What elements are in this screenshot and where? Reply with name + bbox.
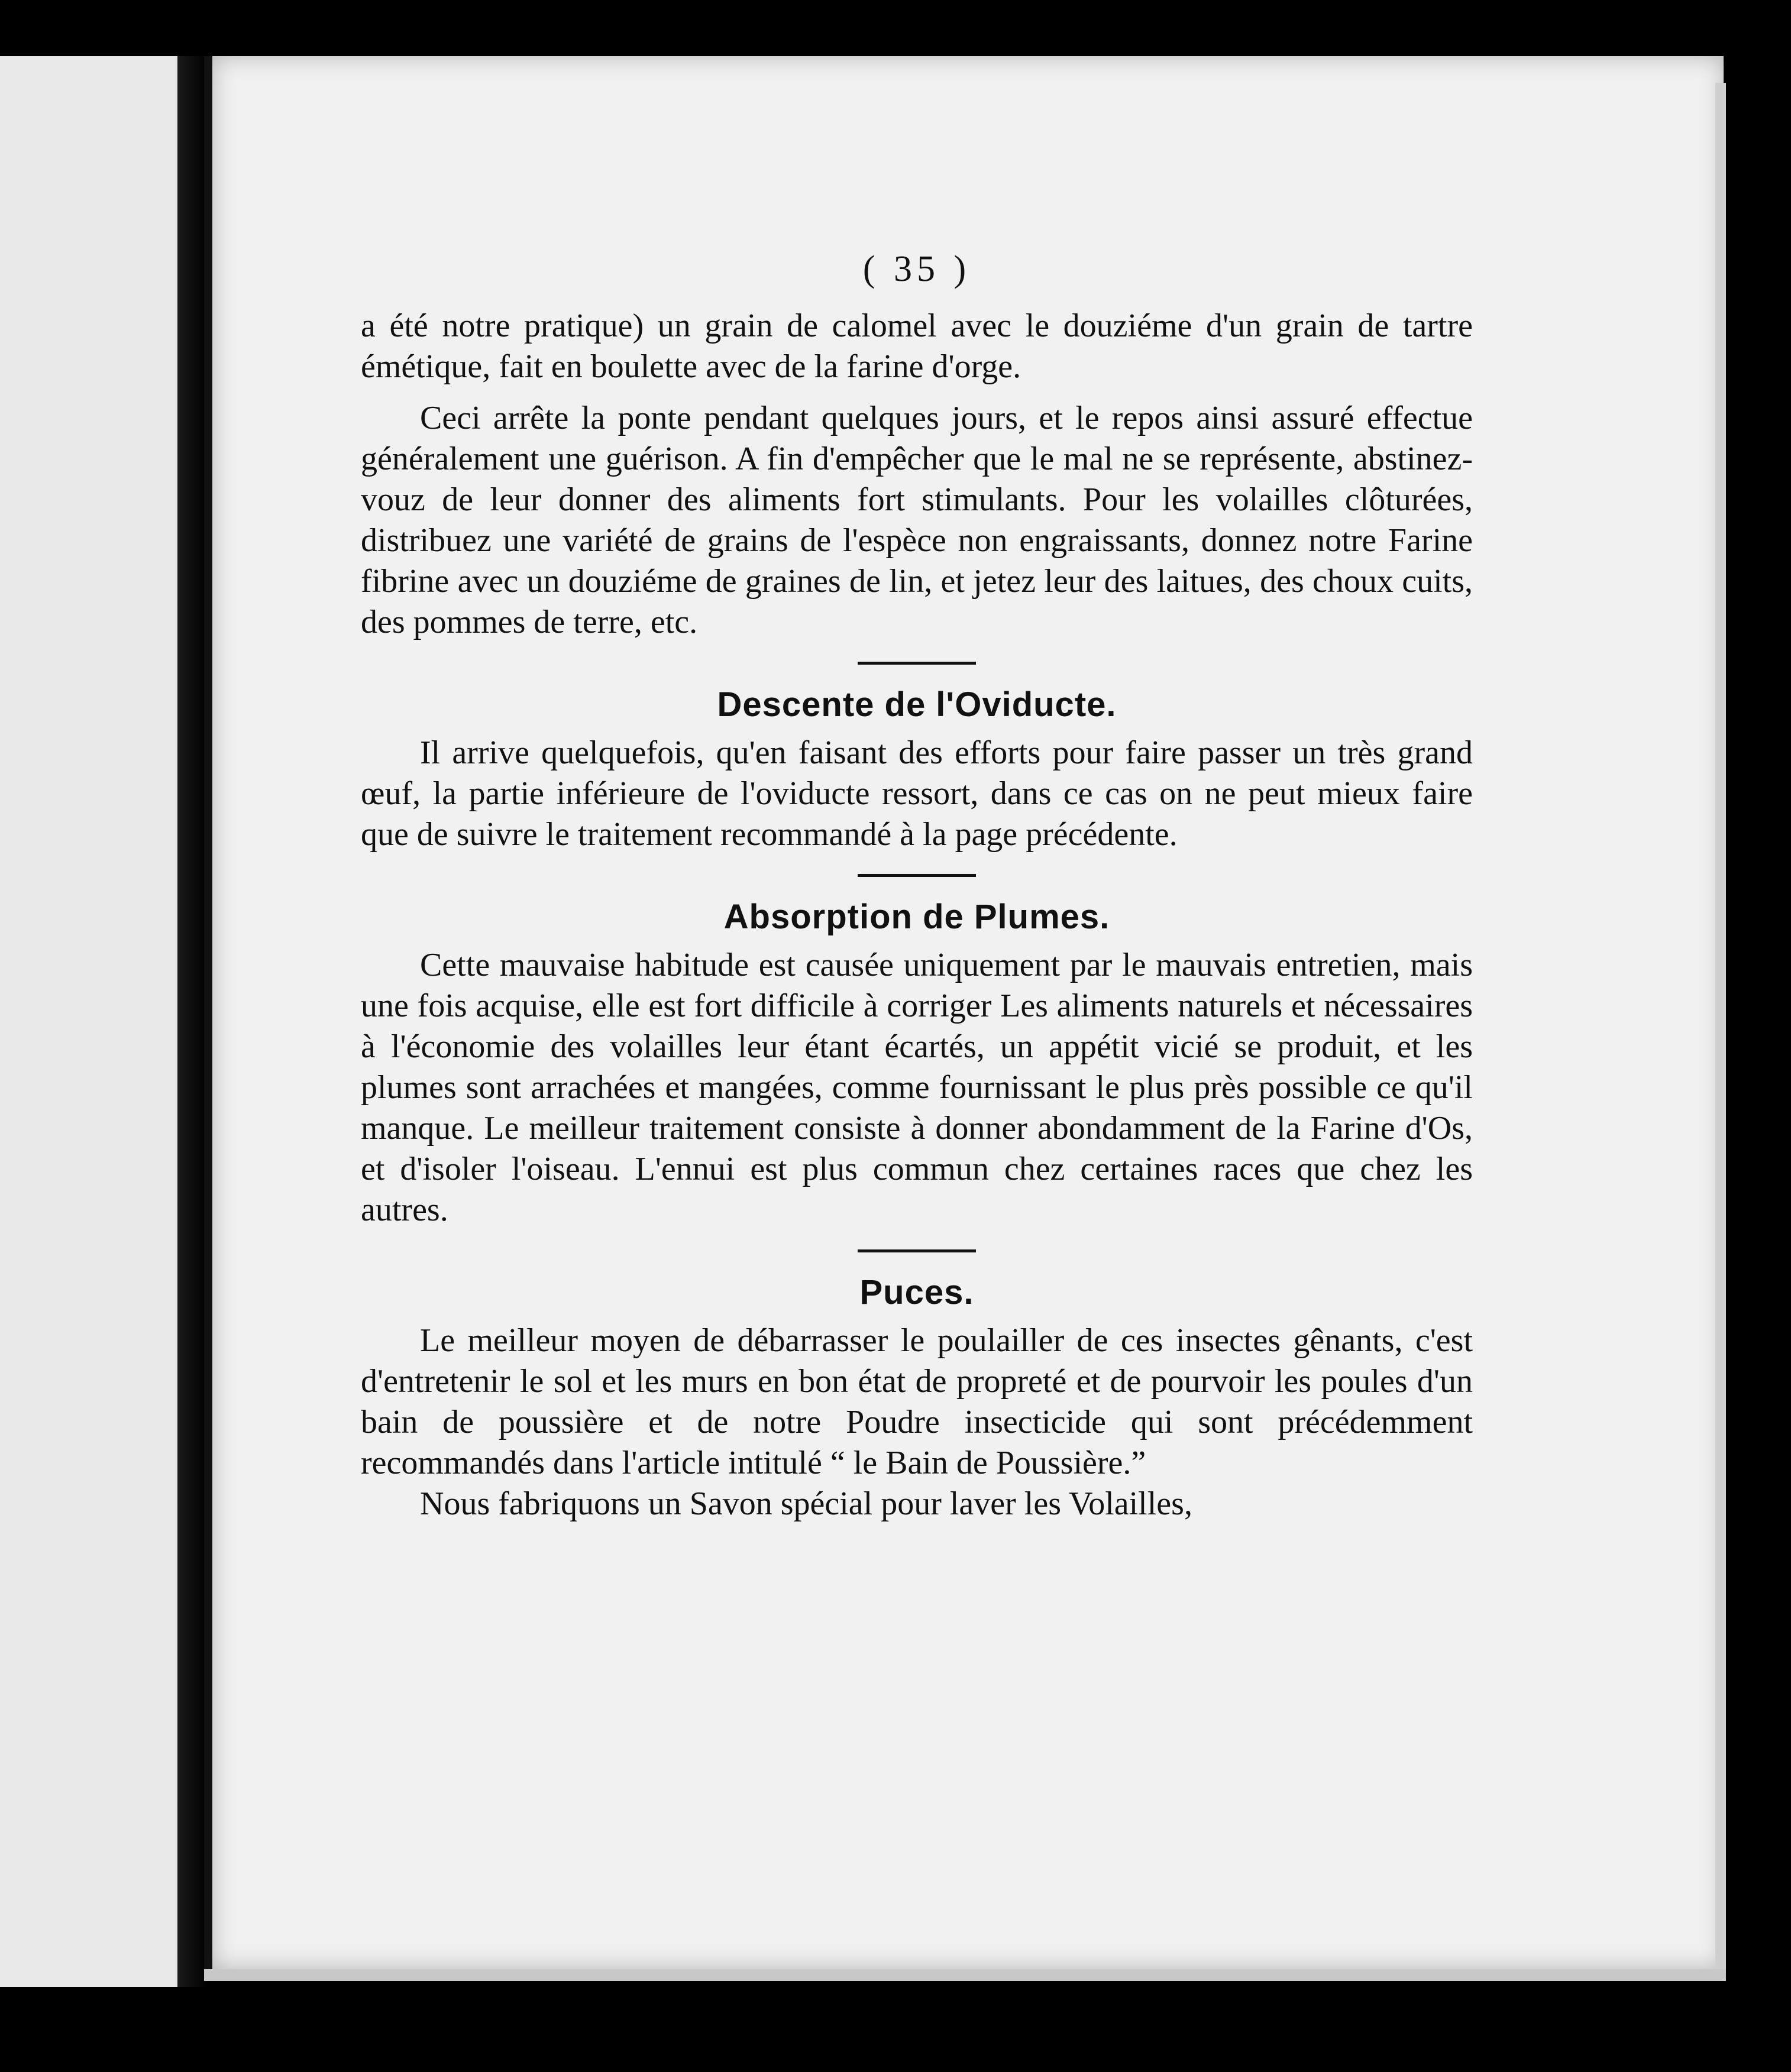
paragraph-puces: Le meilleur moyen de débarrasser le poulailler de ces insectes gênants, c'est d'entretenir le sol et les murs en bon état de propreté et de pourvoir les poules d'un bain de poussière et de notre Poudre insecticide qui sont précédemment recommandés dans l'article intitulé “ le Bain de Poussière.” <box>361 1322 1473 1481</box>
heading-puces: Puces. <box>859 1273 974 1312</box>
page-right-edge <box>1715 83 1726 1969</box>
section-divider <box>858 1249 976 1252</box>
paragraph-continuation: a été notre pratique) un grain de calomel avec le douziéme d'un grain de tartre émétique, fait en boulette avec de la farine d'orge. <box>361 307 1473 385</box>
section-divider <box>858 874 976 877</box>
paragraph-oviducte: Il arrive quelquefois, qu'en faisant des efforts pour faire passer un très grand œuf, la partie inférieure de l'oviducte ressort, dans ce cas on ne peut mieux faire que de suivre le traitement recommandé à la page précédente. <box>361 734 1473 853</box>
paragraph-savon: Nous fabriquons un Savon spécial pour laver les Volailles, <box>420 1485 1192 1522</box>
paragraph-ceci: Ceci arrête la ponte pendant quelques jours, et le repos ainsi assuré effectue généralement une guérison. A fin d'empêcher que le mal ne se représente, abstinez-vouz de leur donner des aliments fort stimulants. Pour les volailles clôturées, distribuez une variété de grains de l'espèce non engraissants, donnez notre Farine fibrine avec un douziéme de graines de lin, et jetez leur des laitues, des choux cuits, des pommes de terre, etc. <box>361 400 1473 640</box>
paragraph-plumes: Cette mauvaise habitude est causée uniquement par le mauvais entretien, mais une fois acquise, elle est fort difficile à corriger Les aliments naturels et nécessaires à l'économie des volailles leur étant écartés, un appétit vicié se produit, et les plumes sont arrachées et mangées, comme fournissant le plus près possible ce qu'il manque. Le meilleur traitement consiste à donner abondamment de la Farine d'Os, et d'isoler l'oiseau. L'ennui est plus commun chez certaines races que chez les autres. <box>361 947 1473 1228</box>
page-bottom-edge <box>204 1969 1726 1981</box>
page-number: ( 35 ) <box>862 249 971 289</box>
heading-absorption-plumes: Absorption de Plumes. <box>723 898 1110 936</box>
page-content <box>361 248 1473 1524</box>
book-gutter <box>177 56 207 1987</box>
section-divider <box>858 662 976 665</box>
heading-descente-oviducte: Descente de l'Oviducte. <box>717 685 1117 724</box>
adjacent-page-fragment <box>0 56 181 1987</box>
